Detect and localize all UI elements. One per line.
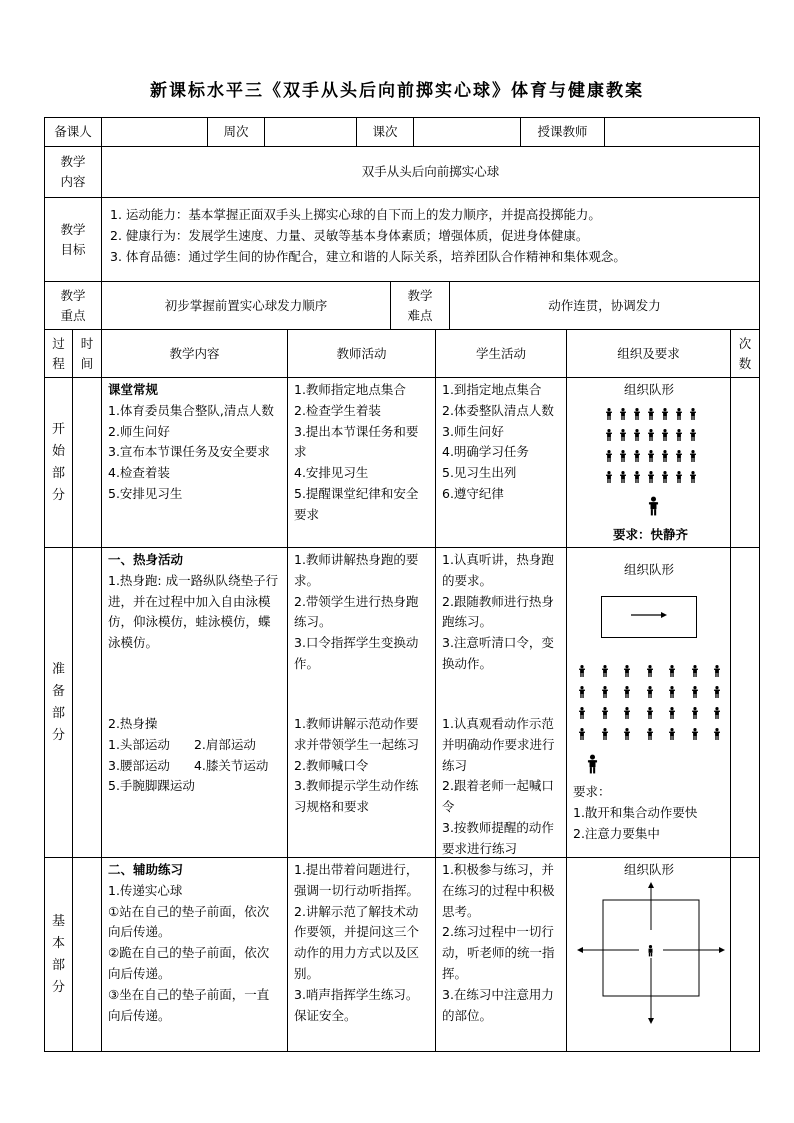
week-label: 周次 [208, 118, 265, 147]
person-icon [668, 728, 676, 740]
student-line: 3.师生问好 [442, 423, 504, 439]
col-teacher: 教师活动 [288, 330, 436, 378]
student-line: 2.练习过程中一切行动，听老师的统一指挥。 [442, 924, 555, 981]
key-point-value: 初步掌握前置实心球发力顺序 [102, 282, 391, 330]
person-icon [689, 471, 697, 483]
content-label [45, 147, 102, 198]
run-field-box [601, 596, 697, 638]
org-title: 组织队形 [623, 382, 674, 397]
section-basic-label-text: 基本部分 [51, 913, 65, 995]
content-line: 4.检查着装 [108, 465, 170, 481]
arrow-right-icon [601, 596, 697, 638]
teacher-line: 3.口令指挥学生变换动作。 [294, 635, 419, 671]
section-prep-label-text: 准备部分 [51, 661, 65, 743]
org-title: 组织队形 [623, 862, 674, 877]
content-line: 2.热身操 [108, 716, 158, 731]
section-prep-label [45, 548, 73, 858]
person-icon [646, 728, 654, 740]
section-start-student [436, 378, 567, 548]
person-icon [601, 707, 609, 719]
org-requirement: 1.散开和集合动作要快 [573, 804, 698, 820]
section-basic-time[interactable] [73, 858, 102, 1052]
person-icon [647, 429, 655, 441]
student-line: 1.认真观看动作示范并明确动作要求进行练习 [442, 716, 555, 773]
person-icon [605, 408, 613, 420]
prep-teacher-label: 备课人 [45, 118, 102, 147]
person-icon [661, 408, 669, 420]
person-icon [713, 707, 721, 719]
process-table [44, 329, 760, 1052]
content-line: 1.传递实心球 [108, 882, 183, 898]
prep-teacher-field[interactable] [102, 118, 208, 147]
person-icon [675, 450, 683, 462]
section-start-org [567, 378, 731, 548]
person-icon [619, 471, 627, 483]
org-requirement: 要求：快静齐 [613, 527, 689, 542]
col-process-text: 过程 [52, 335, 65, 371]
content-line: 1.头部运动 [108, 736, 170, 752]
teacher-line: 3.提出本节课任务和要求 [294, 423, 419, 460]
teacher-line: 5.提醒课堂纪律和安全要求 [294, 485, 419, 522]
student-line: 2.跟着老师一起喊口令 [442, 778, 554, 815]
lesson-header-table [44, 117, 760, 282]
student-line: 3.注意听清口令，变换动作。 [442, 635, 554, 671]
person-icon [578, 728, 586, 740]
content-line: 2.肩部运动 [193, 736, 256, 752]
person-icon [668, 686, 676, 698]
goal-item: 3. 体育品德：通过学生间的协作配合，建立和谐的人际关系，培养团队合作精神和集体观念。 [110, 248, 626, 264]
col-time-text: 时间 [80, 335, 94, 371]
person-icon [578, 707, 586, 719]
teacher-line: 1.提出带着问题进行，强调一切行动听指挥。 [294, 862, 420, 898]
teacher-field[interactable] [605, 118, 760, 147]
person-icon [691, 665, 699, 677]
person-icon [649, 945, 653, 956]
person-icon [633, 450, 641, 462]
student-line: 5.见习生出列 [442, 465, 517, 481]
section-basic-student [436, 858, 567, 1052]
content-line: ③坐在自己的垫子前面，一直向后传递。 [108, 986, 270, 1023]
content-label-text: 教学内容 [60, 154, 86, 189]
content-heading: 课堂常规 [108, 382, 159, 397]
person-icon [689, 429, 697, 441]
teacher-line: 2.教师喊口令 [294, 757, 369, 773]
student-line: 2.体委整队清点人数 [442, 402, 554, 418]
teacher-line: 1.教师讲解热身跑的要求。 [294, 552, 419, 588]
week-field[interactable] [265, 118, 357, 147]
content-line: 5.安排见习生 [108, 485, 183, 501]
content-line: 2.师生问好 [108, 423, 170, 439]
section-prep-content [102, 548, 288, 858]
content-line: 5.手腕脚踝运动 [108, 778, 195, 794]
org-requirement: 2.注意力要集中 [573, 825, 660, 841]
teacher-figure-icon [648, 496, 659, 516]
person-icon [605, 429, 613, 441]
person-icon [691, 686, 699, 698]
person-icon [689, 408, 697, 420]
student-line: 1.积极参与练习，并在练习的过程中积极思考。 [442, 862, 555, 919]
person-icon [623, 707, 631, 719]
person-icon [605, 450, 613, 462]
content-line: ①站在自己的垫子前面，依次向后传递。 [108, 903, 270, 940]
section-start-count[interactable] [731, 378, 760, 548]
content-line: ②跪在自己的垫子前面，依次向后传递。 [108, 945, 270, 981]
person-icon [713, 728, 721, 740]
teacher-line: 2.检查学生着装 [294, 402, 381, 418]
org-requirement: 要求： [573, 784, 611, 799]
person-icon [633, 429, 641, 441]
person-icon [661, 450, 669, 462]
person-icon [619, 408, 627, 420]
content-line: 4.膝关节运动 [193, 757, 269, 773]
section-start-label-text: 开始部分 [51, 421, 65, 503]
difficulty-value: 动作连贯，协调发力 [450, 282, 760, 330]
lesson-no-label: 课次 [357, 118, 414, 147]
teacher-position-icon [648, 496, 659, 523]
person-icon [605, 471, 613, 483]
col-count [731, 330, 760, 378]
spread-formation-diagram [567, 858, 731, 1050]
content-line: 3.宣布本节课任务及安全要求 [108, 444, 270, 460]
student-line: 1.到指定地点集合 [442, 382, 542, 397]
person-icon [668, 707, 676, 719]
goals-label-text: 教学目标 [60, 221, 86, 257]
col-count-text: 次数 [738, 335, 752, 371]
student-line: 3.按教师提醒的动作要求进行练习 [442, 819, 554, 856]
content-value: 双手从头后向前掷实心球 [102, 147, 760, 198]
teacher-line: 1.教师指定地点集合 [294, 382, 406, 397]
student-line: 2.跟随教师进行热身跑练习。 [442, 593, 554, 630]
person-icon [578, 665, 586, 677]
person-icon [661, 429, 669, 441]
person-icon [601, 665, 609, 677]
content-heading: 一、热身活动 [108, 552, 184, 567]
person-icon [713, 665, 721, 677]
section-prep-count[interactable] [731, 548, 760, 858]
col-student: 学生活动 [436, 330, 567, 378]
person-icon [619, 429, 627, 441]
col-process [45, 330, 73, 378]
lesson-no-field[interactable] [414, 118, 521, 147]
goal-item: 2. 健康行为：发展学生速度、力量、灵敏等基本身体素质；增强体质，促进身体健康。 [110, 227, 589, 243]
key-point-label-text: 教学重点 [60, 287, 86, 323]
person-icon [675, 429, 683, 441]
teacher-line: 1.教师讲解示范动作要求并带领学生一起练习 [294, 716, 420, 752]
person-icon [619, 450, 627, 462]
student-line: 3.在练习中注意用力的部位。 [442, 986, 554, 1023]
person-icon [675, 408, 683, 420]
person-icon [713, 686, 721, 698]
section-start-teacher [288, 378, 436, 548]
page-title: 新课标水平三《双手从头后向前掷实心球》体育与健康教案 [150, 81, 644, 101]
person-icon [623, 665, 631, 677]
section-prep-time[interactable] [73, 548, 102, 858]
content-heading: 二、辅助练习 [108, 862, 184, 877]
person-icon [647, 408, 655, 420]
difficulty-label [391, 282, 450, 330]
person-icon [623, 686, 631, 698]
person-icon [668, 665, 676, 677]
key-point-label [45, 282, 102, 330]
section-basic-teacher [288, 858, 436, 1052]
person-icon [601, 728, 609, 740]
student-line: 4.明确学习任务 [442, 444, 529, 460]
section-start-label [45, 378, 73, 548]
person-icon [646, 665, 654, 677]
person-icon [646, 707, 654, 719]
section-basic-count[interactable] [731, 858, 760, 1052]
content-line: 1.热身跑: 成一路纵队绕垫子行进，并在过程中加入自由泳模仿，仰泳模仿，蛙泳模仿，蝶泳模仿。 [108, 572, 279, 651]
col-org: 组织及要求 [567, 330, 731, 378]
section-prep-student [436, 548, 567, 858]
section-basic-label [45, 858, 73, 1052]
person-icon [689, 450, 697, 462]
teacher-line: 3.教师提示学生动作练习规格和要求 [294, 778, 419, 815]
org-title: 组织队形 [623, 562, 674, 577]
col-time [73, 330, 102, 378]
focus-table [44, 281, 760, 330]
section-basic-content [102, 858, 288, 1052]
teacher-label: 授课教师 [521, 118, 605, 147]
section-start-time[interactable] [73, 378, 102, 548]
person-icon [675, 471, 683, 483]
goals-label [45, 198, 102, 282]
person-icon [601, 686, 609, 698]
section-start-content [102, 378, 288, 548]
person-icon [578, 686, 586, 698]
teacher-figure-icon [587, 754, 598, 774]
section-prep-org [567, 548, 731, 858]
content-line: 3.腰部运动 [108, 757, 170, 773]
person-icon [647, 471, 655, 483]
person-icon [623, 728, 631, 740]
teacher-line: 4.安排见习生 [294, 465, 369, 481]
person-icon [661, 471, 669, 483]
teacher-line: 3.哨声指挥学生练习。保证安全。 [294, 986, 419, 1023]
student-line: 1.认真听讲，热身跑的要求。 [442, 552, 554, 588]
person-icon [647, 450, 655, 462]
content-line: 1.体育委员集合整队,清点人数 [108, 402, 274, 418]
person-icon [646, 686, 654, 698]
person-icon [691, 728, 699, 740]
teacher-line: 2.讲解示范了解技术动作要领，并提问这三个动作的用力方式以及区别。 [294, 903, 420, 981]
section-prep-teacher [288, 548, 436, 858]
person-icon [633, 471, 641, 483]
section-basic-org [567, 858, 731, 1052]
goals-cell [102, 198, 760, 282]
person-icon [633, 408, 641, 420]
col-content: 教学内容 [102, 330, 288, 378]
teacher-position-icon [587, 754, 598, 781]
student-line: 6.遵守纪律 [442, 485, 504, 501]
person-icon [691, 707, 699, 719]
teacher-line: 2.带领学生进行热身跑练习。 [294, 593, 419, 630]
difficulty-label-text: 教学难点 [407, 287, 433, 323]
goal-item: 1. 运动能力：基本掌握正面双手头上掷实心球的自下而上的发力顺序，并提高投掷能力。 [110, 207, 601, 222]
